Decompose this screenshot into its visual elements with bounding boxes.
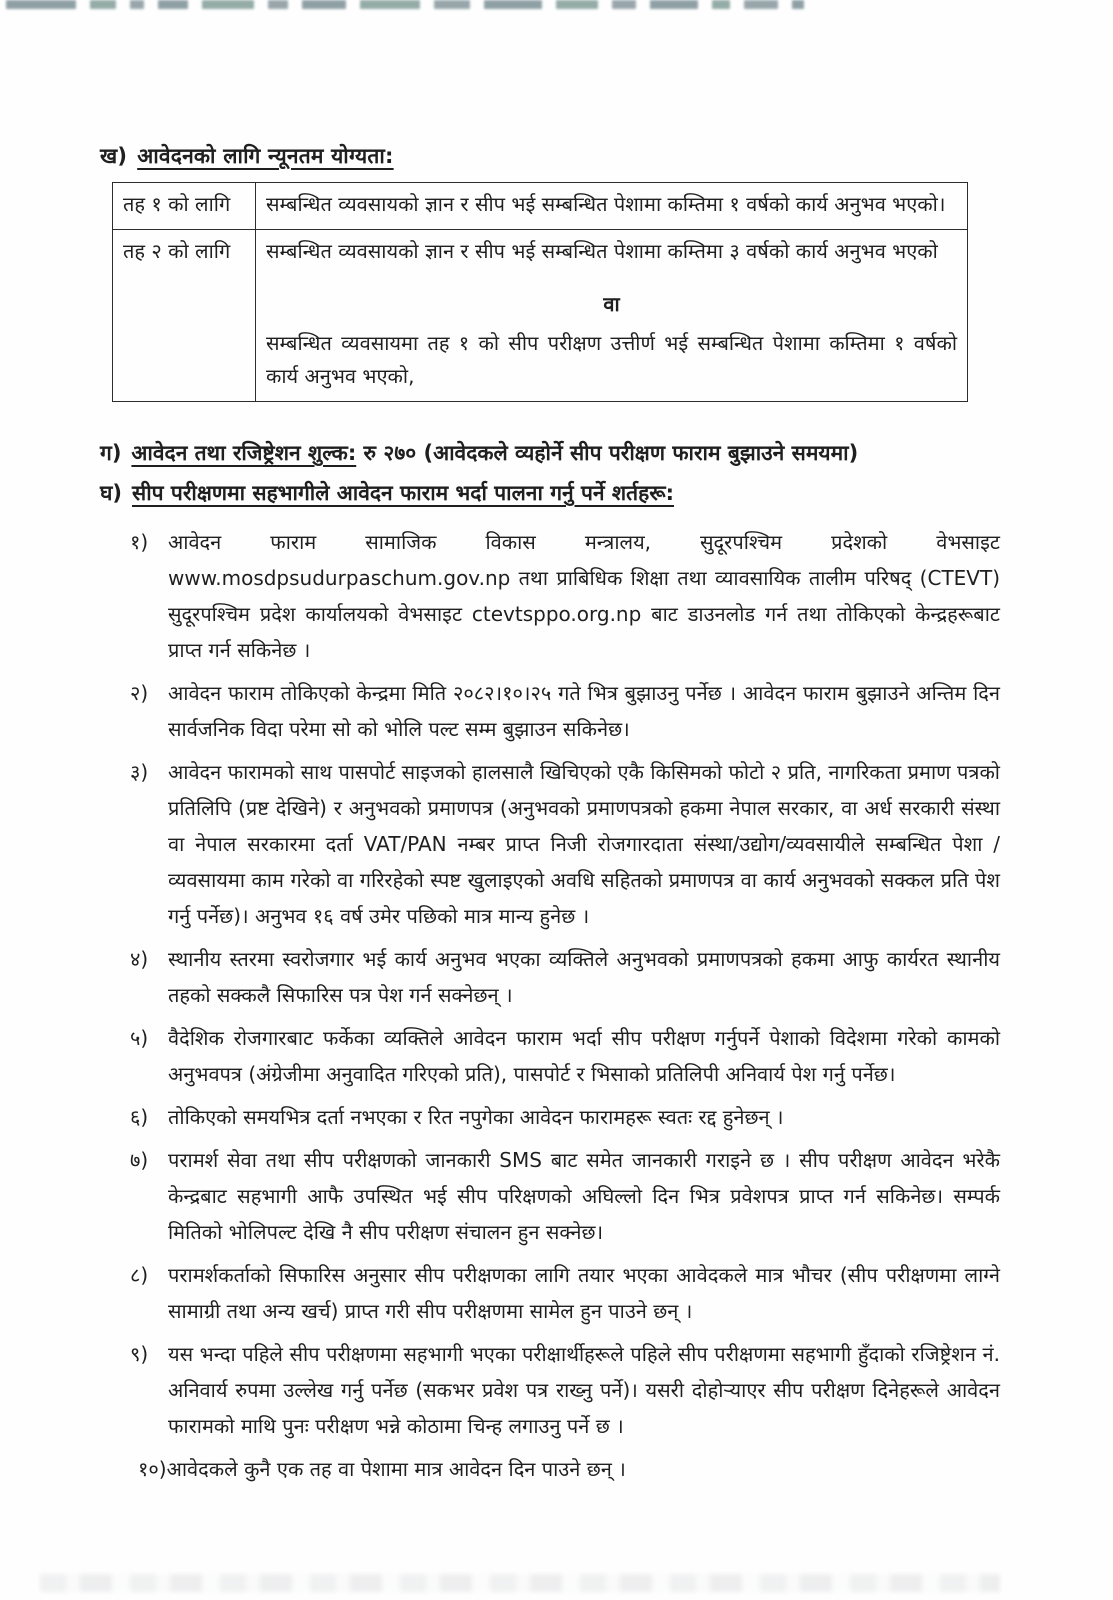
condition-number-6: ६) — [130, 1105, 149, 1129]
condition-text-6: तोकिएको समयभित्र दर्ता नभएका र रित नपुगेका आवेदन फारामहरू स्वतः रद्द हुनेछन् । — [168, 1105, 784, 1129]
condition-item-2 — [130, 675, 1000, 747]
condition-item-5 — [130, 1020, 1000, 1092]
condition-number-5: ५) — [130, 1026, 149, 1050]
or-separator: वा — [603, 292, 620, 316]
section-b-label: ख) — [100, 144, 128, 168]
condition-item-10 — [130, 1451, 970, 1487]
condition-number-3: ३) — [130, 760, 149, 784]
condition-number-7: ७) — [130, 1148, 149, 1172]
section-b-title: आवेदनको लागि न्यूनतम योग्यता: — [137, 144, 394, 168]
condition-item-6 — [130, 1099, 1000, 1135]
section-b-heading — [100, 140, 1000, 172]
condition-text-9: यस भन्दा पहिले सीप परीक्षणमा सहभागी भएका परीक्षार्थीहरूले पहिले सीप परीक्षणमा सहभागी हुँदाको रजिष्ट्रेशन नं. अनिवार्य रुपमा उल्लेख गर्नु पर्नेछ (सकभर प्रवेश पत्र राख्नु पर्ने)। यसरी दोहोऱ्याएर सीप परीक्षण दिनेहरूले आवेदन फारामको माथि पुनः परीक्षण भन्ने कोठामा चिन्ह लगाउनु पर्ने छ । — [168, 1342, 1000, 1438]
scan-artifact-top — [0, 0, 1113, 12]
condition-item-1 — [130, 524, 1000, 668]
condition-text-1: आवेदन फाराम सामाजिक विकास मन्त्रालय, सुदूरपश्चिम प्रदेशको वेभसाइट www.mosdpsudurpaschum.gov.np तथा प्राबिधिक शिक्षा तथा व्यावसायिक तालीम परिषद् (CTEVT) सुदूरपश्चिम प्रदेश कार्यालयको वेभसाइट ctevtsppo.org.np बाट डाउनलोड गर्न तथा तोकिएको केन्द्रहरूबाट प्राप्त गर्न सकिनेछ । — [168, 530, 1000, 662]
document-body — [100, 140, 1000, 1494]
condition-number-4: ४) — [130, 947, 149, 971]
condition-text-4: स्थानीय स्तरमा स्वरोजगार भई कार्य अनुभव भएका व्यक्तिले अनुभवको प्रमाणपत्रको हकमा आफु कार्यरत स्थानीय तहको सक्कलै सिफारिस पत्र पेश गर्न सक्नेछन् । — [168, 947, 1000, 1007]
level1-cell: तह १ को लागि — [113, 183, 256, 230]
condition-item-7 — [130, 1142, 1000, 1250]
condition-number-9: ९) — [130, 1342, 149, 1366]
level2-cell: तह २ को लागि — [113, 230, 256, 402]
condition-text-5: वैदेशिक रोजगारबाट फर्केका व्यक्तिले आवेदन फाराम भर्दा सीप परीक्षण गर्नुपर्ने पेशाको विदेशमा गरेको कामको अनुभवपत्र (अंग्रेजीमा अनुवादित गरिएको प्रति), पासपोर्ट र भिसाको प्रतिलिपी अनिवार्य पेश गर्नु पर्नेछ। — [168, 1026, 1000, 1086]
section-c-title: आवेदन तथा रजिष्ट्रेशन शुल्क: — [131, 441, 357, 465]
condition-text-2: आवेदन फाराम तोकिएको केन्द्रमा मिति २०८२।१०।२५ गते भित्र बुझाउनु पर्नेछ । आवेदन फाराम बुझाउने अन्तिम दिन सार्वजनिक विदा परेमा सो को भोलि पल्ट सम्म बुझाउन सकिनेछ। — [168, 681, 1000, 741]
condition-number-2: २) — [130, 681, 149, 705]
condition-text-7: परामर्श सेवा तथा सीप परीक्षणको जानकारी SMS बाट समेत जानकारी गराइने छ । सीप परीक्षण आवेदन भरेकै केन्द्रबाट सहभागी आफै उपस्थित भई सीप परिक्षणको अघिल्लो दिन भित्र प्रवेशपत्र प्राप्त गर्न सकिनेछ। सम्पर्क मितिको भोलिपल्ट देखि नै सीप परीक्षण संचालन हुन सक्नेछ। — [168, 1148, 1000, 1244]
condition-item-4 — [130, 941, 1000, 1013]
level2-requirement — [256, 230, 968, 402]
level2-requirement-option-b: सम्बन्धित व्यवसायमा तह १ को सीप परीक्षण उत्तीर्ण भई सम्बन्धित पेशामा कम्तिमा १ वर्षको कार्य अनुभव भएको, — [266, 331, 957, 388]
level2-requirement-option-a: सम्बन्धित व्यवसायको ज्ञान र सीप भई सम्बन्धित पेशामा कम्तिमा ३ वर्षको कार्य अनुभव भएको — [266, 239, 938, 263]
condition-item-8 — [130, 1257, 1000, 1329]
conditions-list — [130, 524, 1000, 1487]
level1-requirement: सम्बन्धित व्यवसायको ज्ञान र सीप भई सम्बन्धित पेशामा कम्तिमा १ वर्षको कार्य अनुभव भएको। — [256, 183, 968, 230]
condition-number-8: ८) — [130, 1263, 149, 1287]
table-row-level2 — [113, 230, 968, 402]
condition-number-10: १०) — [138, 1457, 167, 1481]
table-row-level1 — [113, 183, 968, 230]
qualification-table — [112, 182, 968, 402]
section-d-heading — [100, 476, 1000, 510]
section-c-fee-text: रु २७० (आवेदकले व्यहोर्ने सीप परीक्षण फाराम बुझाउने समयमा) — [356, 441, 859, 465]
scan-bleed-through-bottom — [40, 1574, 1000, 1592]
section-c-heading — [100, 436, 1000, 470]
condition-text-3: आवेदन फारामको साथ पासपोर्ट साइजको हालसालै खिचिएको एकै किसिमको फोटो २ प्रति, नागरिकता प्रमाण पत्रको प्रतिलिपि (प्रष्ट देखिने) र अनुभवको प्रमाणपत्र (अनुभवको प्रमाणपत्रको हकमा नेपाल सरकार, वा अर्ध सरकारी संस्था वा नेपाल सरकारमा दर्ता VAT/PAN नम्बर प्राप्त निजी रोजगारदाता संस्था/उद्योग/व्यवसायीले सम्बन्धित पेशा /व्यवसायमा काम गरेको वा गरिरहेको स्पष्ट खुलाइएको अवधि सहितको प्रमाणपत्र वा कार्य अनुभवको सक्कल प्रति पेश गर्नु पर्नेछ)। अनुभव १६ वर्ष उमेर पछिको मात्र मान्य हुनेछ । — [168, 760, 1000, 928]
condition-item-3 — [130, 754, 1000, 934]
condition-number-1: १) — [130, 530, 149, 554]
section-d-label: घ) — [100, 481, 123, 505]
condition-text-8: परामर्शकर्ताको सिफारिस अनुसार सीप परीक्षणका लागि तयार भएका आवेदकले मात्र भौचर (सीप परीक्षणमा लाग्ने सामाग्री तथा अन्य खर्च) प्राप्त गरी सीप परीक्षणमा सामेल हुन पाउने छन् । — [168, 1263, 1000, 1323]
condition-item-9 — [130, 1336, 1000, 1444]
section-c-label: ग) — [100, 441, 122, 465]
section-d-title: सीप परीक्षणमा सहभागीले आवेदन फाराम भर्दा पालना गर्नु पर्ने शर्तहरू: — [132, 481, 675, 505]
condition-text-10: आवेदकले कुनै एक तह वा पेशामा मात्र आवेदन दिन पाउने छन् । — [166, 1457, 626, 1481]
